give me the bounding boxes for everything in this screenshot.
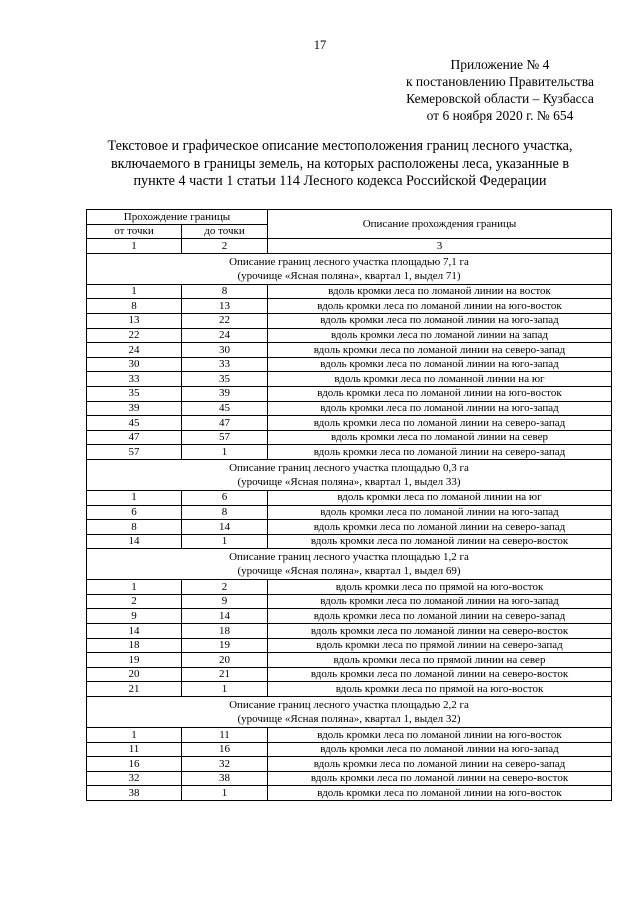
header-from-point: от точки [87,224,182,239]
from-point-cell: 6 [87,505,182,520]
section-title [87,253,612,284]
table-row [87,313,612,328]
table-row [87,728,612,743]
to-point-cell: 6 [182,490,268,505]
from-point-cell: 9 [87,609,182,624]
description-cell: вдоль кромки леса по ломаной линии на северо-запад [268,445,612,460]
table-row [87,609,612,624]
description-cell: вдоль кромки леса по ломаной линии на северо-запад [268,520,612,535]
from-point-cell: 14 [87,534,182,549]
to-point-cell: 22 [182,313,268,328]
table-body [87,253,612,800]
table-row [87,580,612,595]
from-point-cell: 2 [87,594,182,609]
to-point-cell: 19 [182,638,268,653]
table-row [87,682,612,697]
section-title [87,459,612,490]
to-point-cell: 2 [182,580,268,595]
table-row [87,534,612,549]
to-point-cell: 1 [182,682,268,697]
to-point-cell: 33 [182,357,268,372]
to-point-cell: 1 [182,445,268,460]
annex-line-4: от 6 ноября 2020 г. № 654 [426,108,574,123]
annex-line-2: к постановлению Правительства [405,74,594,89]
description-cell: вдоль кромки леса по ломаной линии на северо-запад [268,416,612,431]
table-row [87,667,612,682]
from-point-cell: 39 [87,401,182,416]
description-cell: вдоль кромки леса по ломаной линии на юго-запад [268,505,612,520]
description-cell: вдоль кромки леса по ломаной линии на юго-запад [268,401,612,416]
from-point-cell: 32 [87,771,182,786]
table-row [87,520,612,535]
to-point-cell: 45 [182,401,268,416]
from-point-cell: 19 [87,653,182,668]
description-cell: вдоль кромки леса по ломаной линии на юго-запад [268,313,612,328]
to-point-cell: 21 [182,667,268,682]
header-description: Описание прохождения границы [268,210,612,239]
to-point-cell: 16 [182,742,268,757]
annex-block [406,56,594,124]
table-row [87,284,612,299]
description-cell: вдоль кромки леса по ломаной линии на северо-восток [268,771,612,786]
to-point-cell: 38 [182,771,268,786]
header-to-point: до точки [182,224,268,239]
from-point-cell: 18 [87,638,182,653]
from-point-cell: 14 [87,624,182,639]
from-point-cell: 1 [87,284,182,299]
to-point-cell: 14 [182,520,268,535]
table-row [87,386,612,401]
table-row [87,357,612,372]
description-cell: вдоль кромки леса по ломаной линии на северо-восток [268,534,612,549]
column-number-1: 1 [87,239,182,254]
to-point-cell: 30 [182,343,268,358]
description-cell: вдоль кромки леса по прямой на юго-восток [268,682,612,697]
description-cell: вдоль кромки леса по ломаной линии на юго-запад [268,594,612,609]
description-cell: вдоль кромки леса по ломаной линии на юго-восток [268,728,612,743]
title-line-2: включаемого в границы земель, на которых расположены леса, указанные в [110,155,570,172]
section-title [87,697,612,728]
section-header-row [87,697,612,728]
section-header-row [87,549,612,580]
to-point-cell: 8 [182,284,268,299]
description-cell: вдоль кромки леса по ломаной линии на юго-восток [268,299,612,314]
table-row [87,653,612,668]
section-title-line1: Описание границ лесного участка площадью 0,3 га [229,461,469,474]
from-point-cell: 1 [87,728,182,743]
title-line-3: пункте 4 части 1 статьи 114 Лесного кодекса Российской Федерации [133,173,547,189]
from-point-cell: 1 [87,580,182,595]
table-row [87,430,612,445]
from-point-cell: 21 [87,682,182,697]
to-point-cell: 1 [182,534,268,549]
section-header-row [87,459,612,490]
to-point-cell: 1 [182,786,268,801]
table-row [87,624,612,639]
from-point-cell: 47 [87,430,182,445]
description-cell: вдоль кромки леса по ломаной линии на запад [268,328,612,343]
description-cell: вдоль кромки леса по ломаной линии на северо-запад [268,343,612,358]
from-point-cell: 35 [87,386,182,401]
description-cell: вдоль кромки леса по прямой линии на северо-запад [268,638,612,653]
to-point-cell: 9 [182,594,268,609]
description-cell: вдоль кромки леса по прямой линии на север [268,653,612,668]
document-title [70,138,610,191]
from-point-cell: 22 [87,328,182,343]
to-point-cell: 11 [182,728,268,743]
table-row [87,757,612,772]
from-point-cell: 1 [87,490,182,505]
from-point-cell: 16 [87,757,182,772]
section-header-row [87,253,612,284]
description-cell: вдоль кромки леса по ломаной линии на северо-восток [268,667,612,682]
table-row [87,594,612,609]
from-point-cell: 13 [87,313,182,328]
section-title-line1: Описание границ лесного участка площадью 1,2 га [229,551,469,564]
description-cell: вдоль кромки леса по ломаной линии на юго-восток [268,386,612,401]
from-point-cell: 8 [87,520,182,535]
from-point-cell: 38 [87,786,182,801]
to-point-cell: 39 [182,386,268,401]
column-number-2: 2 [182,239,268,254]
title-line-1: Текстовое и графическое описание местоположения границ лесного участка, [107,138,573,154]
annex-line-1: Приложение № 4 [450,57,550,72]
section-title-line2: (урочище «Ясная поляна», квартал 1, выдел 32) [237,713,461,726]
to-point-cell: 20 [182,653,268,668]
table-row [87,505,612,520]
description-cell: вдоль кромки леса по ломаной линии на юго-запад [268,357,612,372]
column-number-3: 3 [268,239,612,254]
description-cell: вдоль кромки леса по ломанной линии на юг [268,372,612,387]
section-title-line2: (урочище «Ясная поляна», квартал 1, выдел 33) [237,475,461,488]
table-row [87,771,612,786]
section-title-line2: (урочище «Ясная поляна», квартал 1, выдел 71) [237,269,461,282]
description-cell: вдоль кромки леса по ломаной линии на восток [268,284,612,299]
section-title-line2: (урочище «Ясная поляна», квартал 1, выдел 69) [237,565,461,578]
table-row [87,416,612,431]
to-point-cell: 32 [182,757,268,772]
to-point-cell: 13 [182,299,268,314]
description-cell: вдоль кромки леса по ломаной линии на юго-восток [268,786,612,801]
from-point-cell: 45 [87,416,182,431]
description-cell: вдоль кромки леса по ломаной линии на север [268,430,612,445]
table-row [87,328,612,343]
description-cell: вдоль кромки леса по ломаной линии на северо-запад [268,757,612,772]
from-point-cell: 20 [87,667,182,682]
description-cell: вдоль кромки леса по ломаной линии на северо-восток [268,624,612,639]
description-cell: вдоль кромки леса по прямой на юго-восток [268,580,612,595]
table-row [87,372,612,387]
from-point-cell: 8 [87,299,182,314]
table-row [87,638,612,653]
to-point-cell: 57 [182,430,268,445]
to-point-cell: 8 [182,505,268,520]
table-row [87,490,612,505]
description-cell: вдоль кромки леса по ломаной линии на юго-запад [268,742,612,757]
boundary-table [86,209,612,801]
to-point-cell: 35 [182,372,268,387]
description-cell: вдоль кромки леса по ломаной линии на северо-запад [268,609,612,624]
from-point-cell: 24 [87,343,182,358]
header-boundary-passage: Прохождение границы [87,210,268,225]
from-point-cell: 57 [87,445,182,460]
table-row [87,445,612,460]
table-row [87,401,612,416]
annex-line-3: Кемеровской области – Кузбасса [406,91,594,106]
to-point-cell: 24 [182,328,268,343]
from-point-cell: 11 [87,742,182,757]
section-title-line1: Описание границ лесного участка площадью 7,1 га [229,255,469,268]
table-row [87,742,612,757]
table-row [87,343,612,358]
to-point-cell: 18 [182,624,268,639]
table-row [87,786,612,801]
page-number: 17 [313,38,327,52]
from-point-cell: 33 [87,372,182,387]
to-point-cell: 14 [182,609,268,624]
section-title-line1: Описание границ лесного участка площадью 2,2 га [229,699,469,712]
to-point-cell: 47 [182,416,268,431]
table-row [87,299,612,314]
from-point-cell: 30 [87,357,182,372]
section-title [87,549,612,580]
description-cell: вдоль кромки леса по ломаной линии на юг [268,490,612,505]
